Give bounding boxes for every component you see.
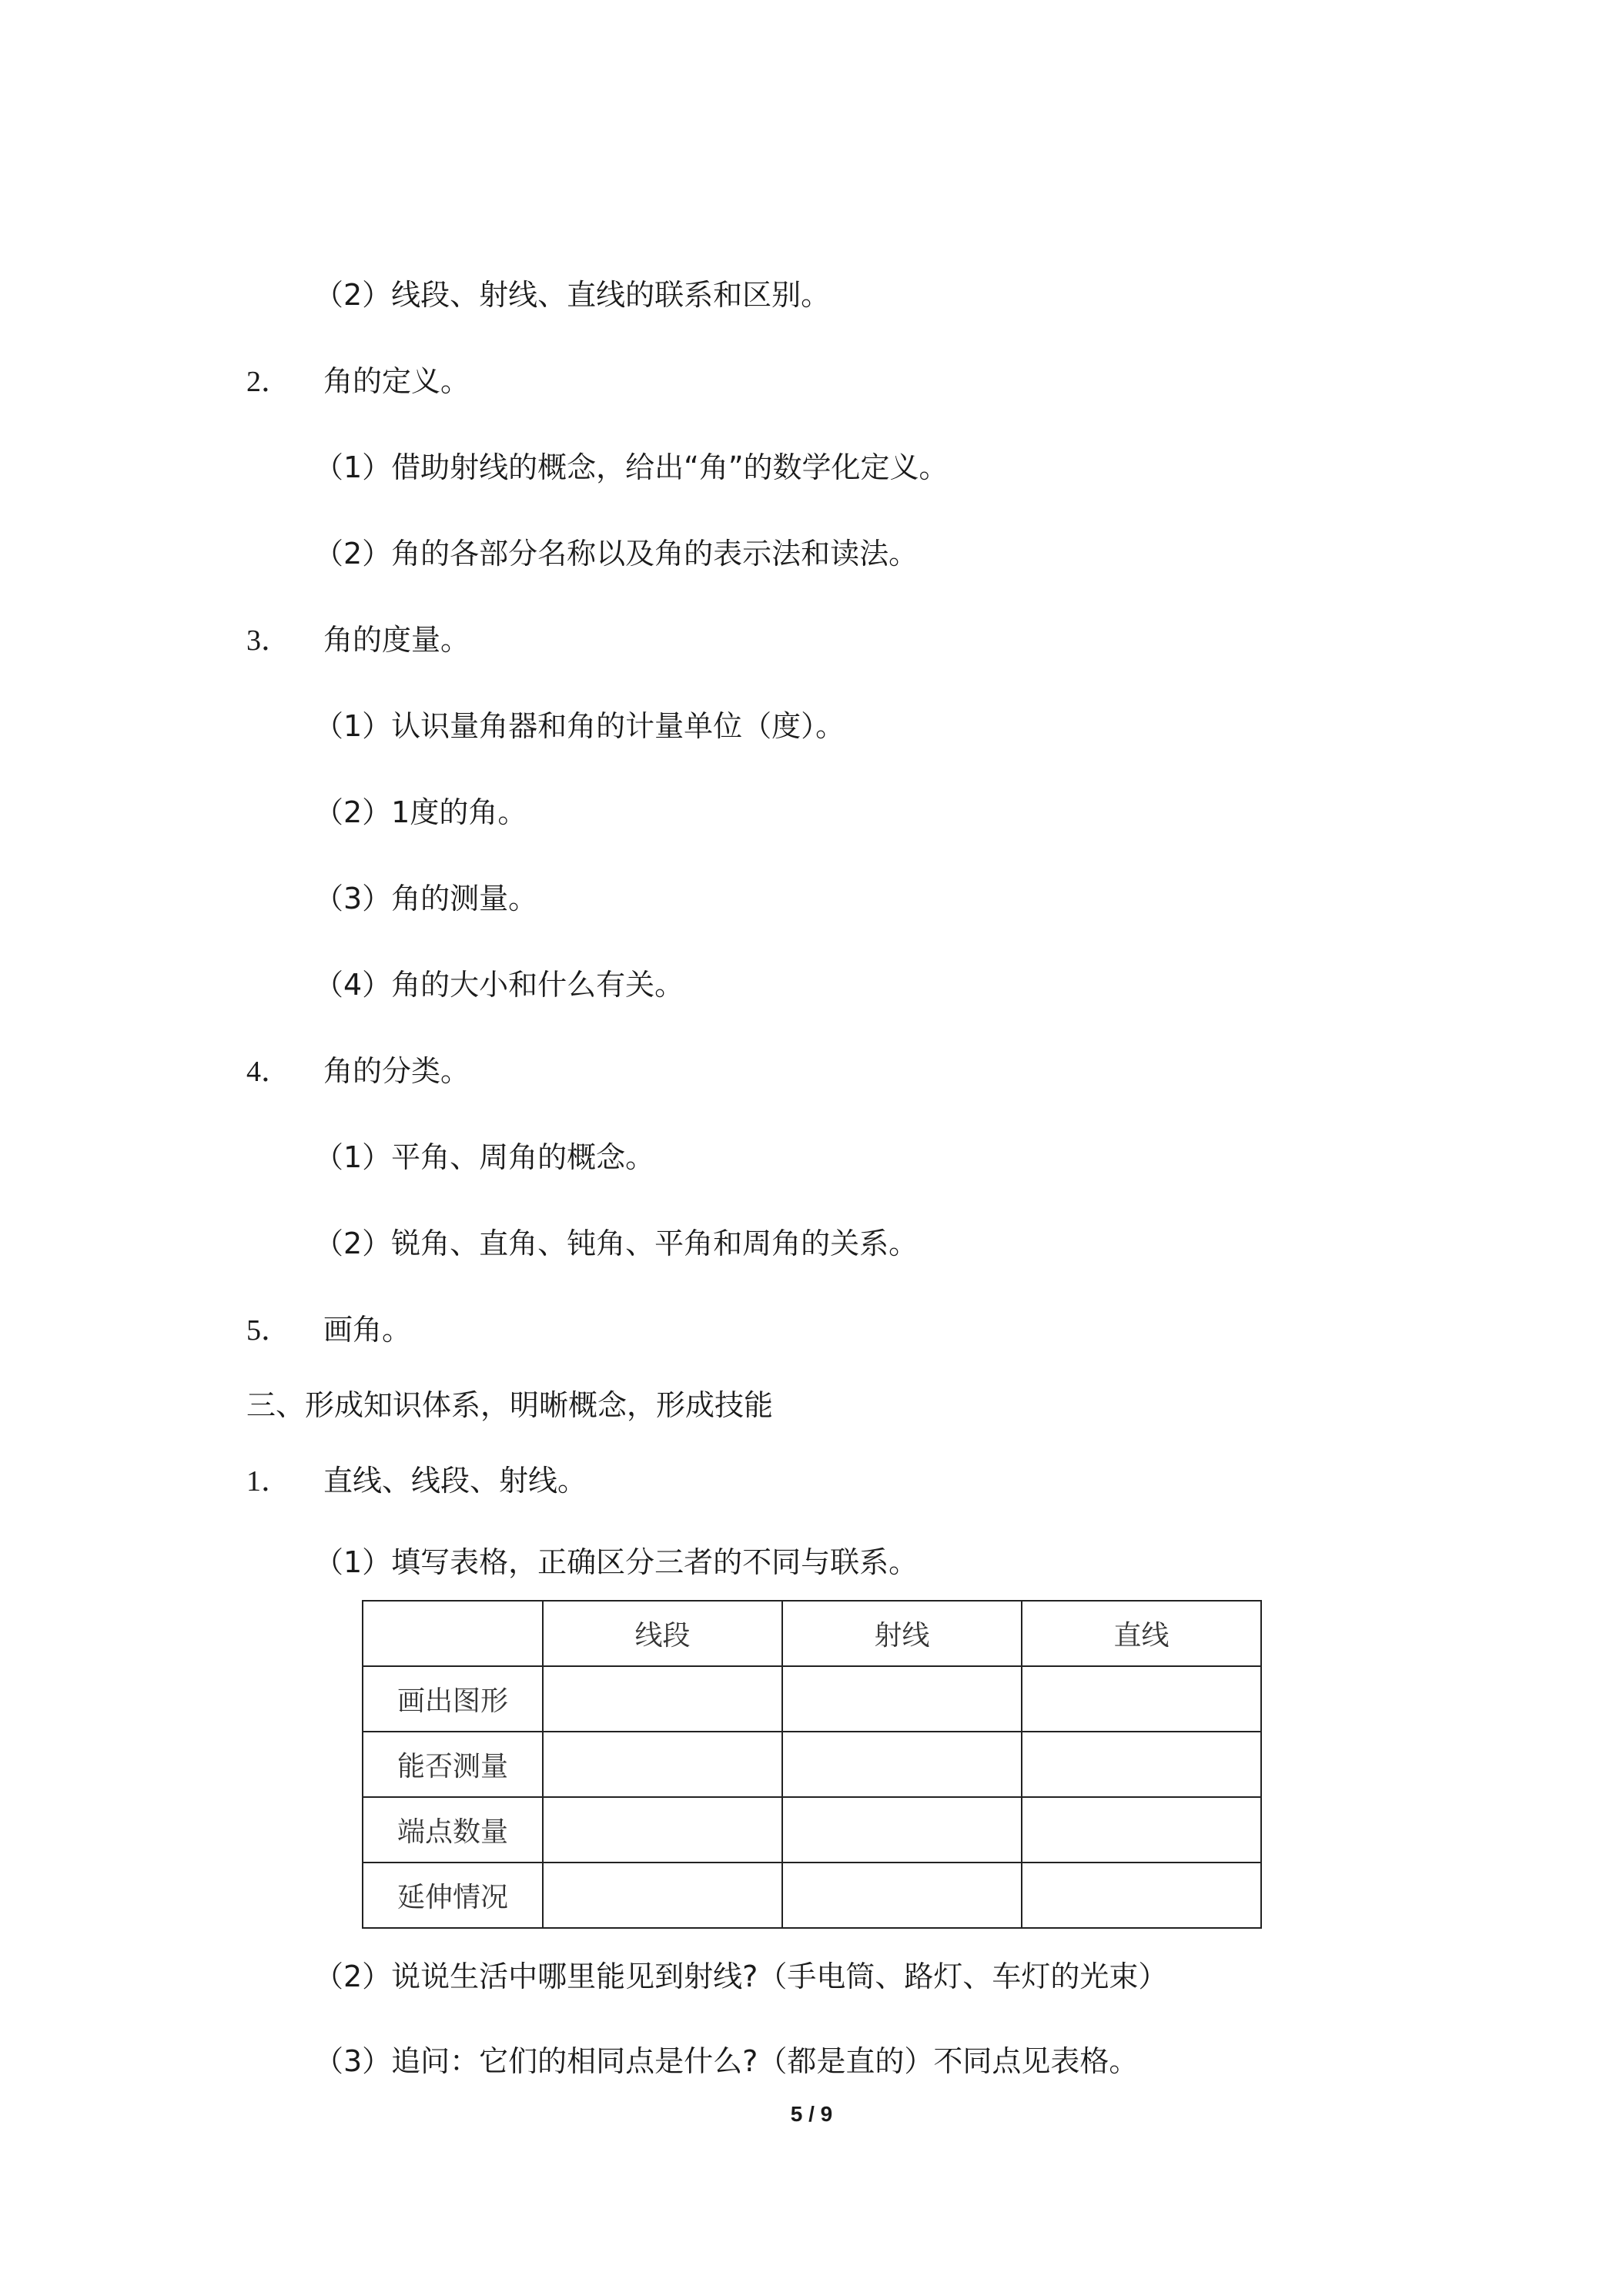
- text-line: （1）平角、周角的概念。: [314, 1140, 655, 1174]
- heading-number: 3．: [246, 624, 291, 657]
- heading-text: 角的度量。: [323, 623, 470, 657]
- column-header: 线段: [543, 1601, 782, 1666]
- column-header: 直线: [1022, 1601, 1261, 1666]
- text-line: （2）锐角、直角、钝角、平角和周角的关系。: [314, 1227, 919, 1260]
- text-line: （1）填写表格，正确区分三者的不同与联系。: [314, 1545, 919, 1579]
- table-cell: [543, 1797, 782, 1863]
- heading-number: 2．: [246, 366, 291, 398]
- text-line: （2）线段、射线、直线的联系和区别。: [314, 278, 831, 312]
- column-header: 射线: [782, 1601, 1022, 1666]
- heading-number: 1．: [246, 1465, 291, 1498]
- row-header: 画出图形: [363, 1666, 543, 1732]
- table-cell: [782, 1666, 1022, 1732]
- row-header: 能否测量: [363, 1732, 543, 1797]
- heading-number: 4．: [246, 1056, 291, 1088]
- table-row: [363, 1863, 1261, 1928]
- table-cell: [782, 1863, 1022, 1928]
- table-cell: [1022, 1863, 1261, 1928]
- text-line: （2）角的各部分名称以及角的表示法和读法。: [314, 537, 919, 571]
- text-line: （1）借助射线的概念，给出“角”的数学化定义。: [314, 450, 949, 484]
- table-header-row: [363, 1601, 1261, 1666]
- table-cell: [543, 1732, 782, 1797]
- text-line: （3）角的测量。: [314, 882, 538, 915]
- table-cell: [782, 1732, 1022, 1797]
- page-indicator: 5 / 9: [790, 2102, 833, 2126]
- table-cell: [543, 1863, 782, 1928]
- table-row: [363, 1797, 1261, 1863]
- numbered-heading: [246, 1310, 411, 1350]
- table-cell: [1022, 1666, 1261, 1732]
- numbered-heading: [246, 621, 470, 660]
- text-line: （3）追问：它们的相同点是什么?（都是直的）不同点见表格。: [314, 2044, 1139, 2078]
- comparison-table: [362, 1600, 1262, 1929]
- text-line: （4）角的大小和什么有关。: [314, 968, 684, 1002]
- text-line: （2）1度的角。: [314, 795, 527, 829]
- row-header: 端点数量: [363, 1797, 543, 1863]
- table-row: [363, 1666, 1261, 1732]
- numbered-heading: [246, 1461, 587, 1501]
- table-row: [363, 1732, 1261, 1797]
- numbered-heading: [246, 1052, 470, 1091]
- numbered-heading: [246, 362, 470, 401]
- heading-text: 角的定义。: [323, 364, 470, 398]
- heading-text: 角的分类。: [323, 1054, 470, 1088]
- table-cell: [1022, 1732, 1261, 1797]
- text-line: （2）说说生活中哪里能见到射线?（手电筒、路灯、车灯的光束）: [314, 1960, 1168, 1993]
- table-cell: [1022, 1797, 1261, 1863]
- row-header: 延伸情况: [363, 1863, 543, 1928]
- heading-number: 5．: [246, 1314, 291, 1347]
- heading-text: 画角。: [323, 1313, 412, 1347]
- table-corner-cell: [363, 1601, 543, 1666]
- table-cell: [543, 1666, 782, 1732]
- table-cell: [782, 1797, 1022, 1863]
- text-line: （1）认识量角器和角的计量单位（度）。: [314, 709, 845, 743]
- heading-text: 直线、线段、射线。: [323, 1464, 587, 1498]
- section-heading: 三、形成知识体系，明晰概念，形成技能: [246, 1388, 774, 1422]
